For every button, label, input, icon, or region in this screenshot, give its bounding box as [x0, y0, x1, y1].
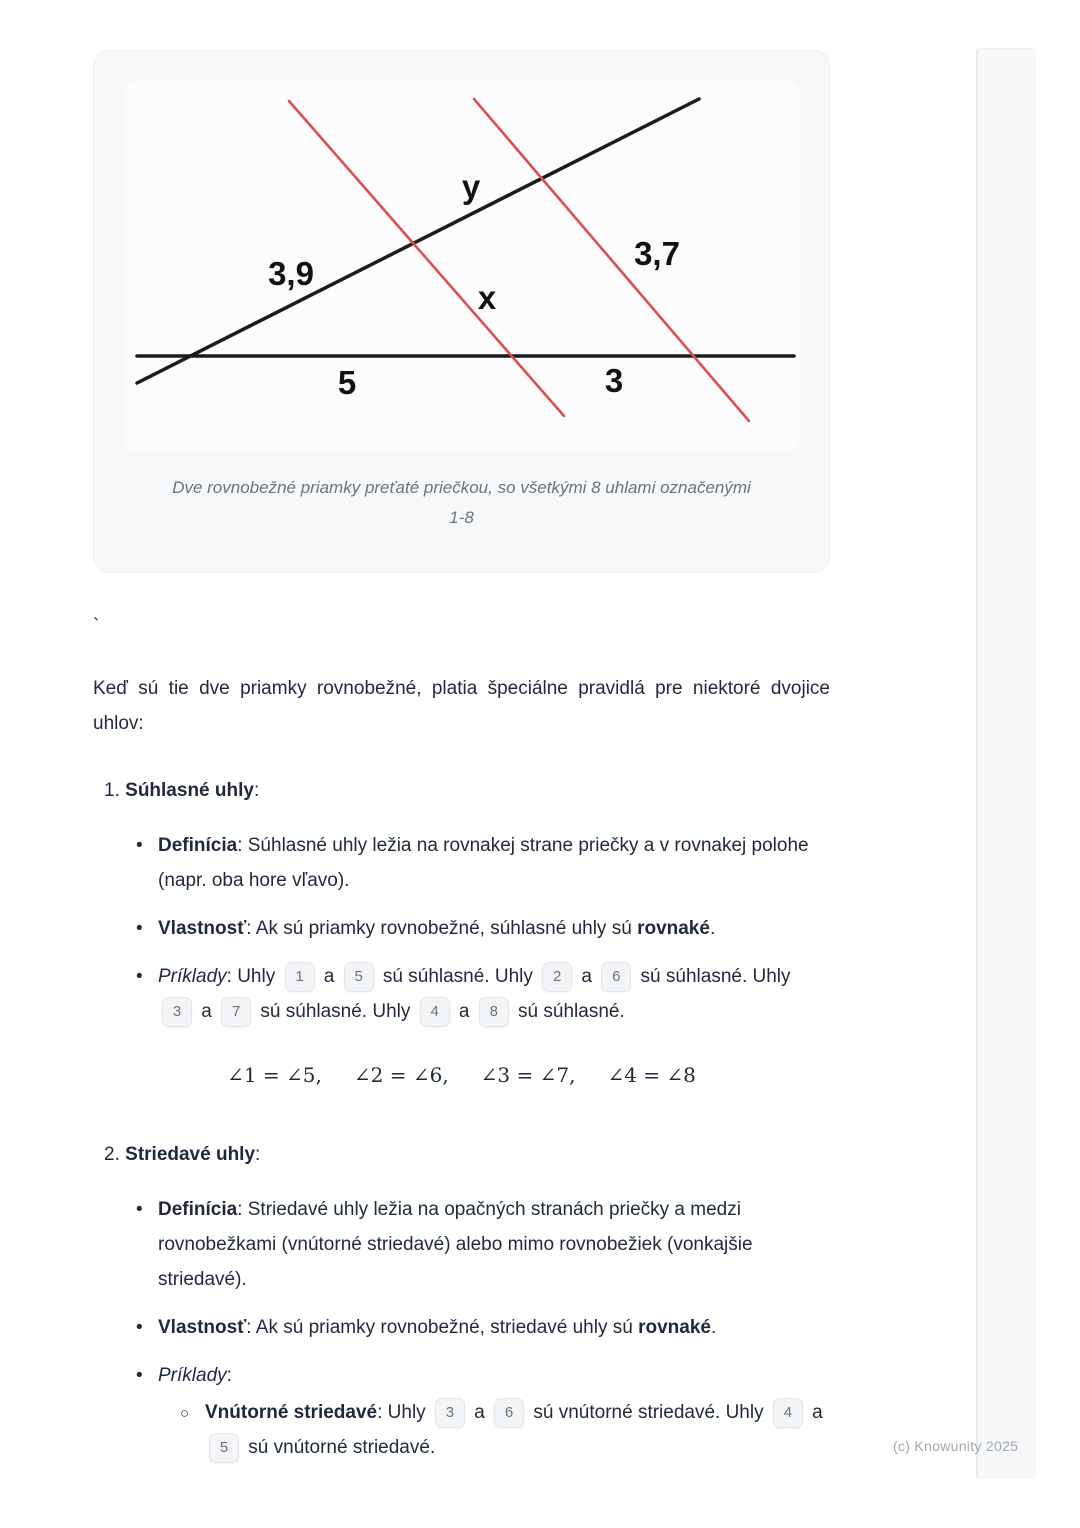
label-3: 3	[604, 362, 624, 399]
angle-number-chip: 7	[221, 997, 251, 1027]
intro-paragraph: Keď sú tie dve priamky rovnobežné, platia špeciálne pravidlá pre niektoré dvojice uhlov:	[93, 678, 830, 734]
section-1-title: Súhlasné uhly	[125, 780, 254, 801]
text-segment: Vnútorné striedavé	[205, 1402, 378, 1423]
stray-backtick: `	[93, 616, 100, 637]
priklady-sub-bullets	[158, 1395, 830, 1465]
text-segment: Príklady	[158, 966, 227, 987]
text-segment: sú vnútorné striedavé.	[243, 1437, 436, 1458]
geometry-diagram	[124, 81, 799, 451]
sub-bullet-circle: ○	[180, 1405, 190, 1422]
text-segment: a	[196, 1001, 218, 1022]
text-segment: sú súhlasné. Uhly	[635, 966, 791, 987]
angle-number-chip: 4	[773, 1398, 803, 1428]
bullet-priklady	[136, 1358, 830, 1465]
bullet-text	[158, 966, 791, 1022]
text-segment: a	[453, 1001, 475, 1022]
text-segment: Definícia	[158, 835, 238, 856]
section-2-number: 2.	[104, 1144, 120, 1165]
angle-number-chip: 5	[344, 962, 374, 992]
angle-number-chip: 1	[285, 962, 315, 992]
bullet-dot: •	[136, 966, 143, 987]
label-y: y	[461, 168, 481, 205]
text-segment: Definícia	[158, 1199, 238, 1220]
text-segment: : Uhly	[377, 1402, 431, 1423]
text-segment: : Ak sú priamky rovnobežné, súhlasné uhly sú	[246, 918, 638, 939]
bullet-text	[158, 1365, 232, 1386]
label-3-7: 3,7	[634, 235, 680, 272]
section-2-title: Striedavé uhly	[125, 1144, 256, 1165]
angle-number-chip: 3	[435, 1398, 465, 1428]
angle-number-chip: 5	[209, 1433, 239, 1463]
bullet-dot: •	[136, 835, 143, 856]
equation-4: ∠4 = ∠8	[607, 1063, 696, 1087]
angle-number-chip: 6	[494, 1398, 524, 1428]
bullet-dot: •	[136, 1365, 143, 1386]
bullet-dot: •	[136, 1317, 143, 1338]
bullet-text	[158, 918, 715, 939]
text-segment: Vlastnosť	[158, 1317, 247, 1338]
label-3-9: 3,9	[268, 255, 314, 292]
equation-1: ∠1 = ∠5,	[227, 1063, 322, 1087]
rules-list	[93, 773, 830, 1465]
text-segment: rovnaké	[637, 918, 710, 939]
figure-caption	[134, 473, 789, 533]
text-segment: .	[709, 918, 716, 939]
bullet-text	[158, 1199, 753, 1290]
bullet-priklady	[136, 959, 830, 1029]
scrollbar-track[interactable]	[976, 48, 1036, 1479]
text-segment: Vlastnosť	[158, 918, 247, 939]
equation-2: ∠2 = ∠6,	[353, 1063, 449, 1087]
bullet-vlastnost	[136, 911, 830, 946]
bullet-dot: •	[136, 918, 143, 939]
document-content	[93, 0, 830, 1478]
section-1-heading	[93, 773, 830, 808]
figure-caption-line2: 1-8	[449, 508, 474, 527]
bullet-vlastnost	[136, 1310, 830, 1345]
text-segment: :	[226, 1365, 232, 1386]
text-segment: sú vnútorné striedavé. Uhly	[528, 1402, 769, 1423]
angle-number-chip: 8	[479, 997, 509, 1027]
text-segment: : Uhly	[226, 966, 281, 987]
angle-number-chip: 4	[420, 997, 450, 1027]
sub-bullet-text	[205, 1402, 823, 1458]
bullet-text	[158, 1317, 716, 1338]
section-1-number: 1.	[104, 780, 120, 801]
angle-number-chip: 6	[601, 962, 631, 992]
figure-caption-line1: Dve rovnobežné priamky preťaté priečkou, so všetkými 8 uhlami označenými	[172, 478, 751, 497]
text-segment: sú súhlasné. Uhly	[255, 1001, 416, 1022]
copyright-watermark: (c) Knowunity 2025	[893, 1438, 1019, 1454]
parallel-lines-figure-svg	[124, 81, 799, 451]
text-segment: .	[710, 1317, 717, 1338]
section-striedave-uhly	[93, 1137, 830, 1465]
figure-card	[93, 50, 830, 573]
section-1-colon: :	[253, 780, 260, 801]
sub-bullet-vnutorne-striedave	[180, 1395, 830, 1465]
text-segment: rovnaké	[638, 1317, 711, 1338]
bullet-dot: •	[136, 1199, 143, 1220]
text-segment: : Súhlasné uhly ležia na rovnakej strane priečky a v rovnakej polohe (napr. oba hore vľavo).	[158, 835, 809, 891]
bullet-definicia	[136, 828, 830, 898]
text-segment: a	[806, 1402, 823, 1423]
black-transversal-line	[137, 99, 699, 383]
bullet-definicia	[136, 1192, 830, 1297]
section-2-colon: :	[255, 1144, 261, 1165]
angle-number-chip: 2	[542, 962, 572, 992]
red-parallel-line-1	[289, 101, 564, 416]
section-2-bullets	[93, 1192, 830, 1465]
angle-number-chip: 3	[162, 997, 192, 1027]
equation-3: ∠3 = ∠7,	[480, 1063, 576, 1087]
bullet-text	[158, 835, 809, 891]
label-5: 5	[337, 364, 357, 401]
label-x: x	[477, 279, 497, 316]
text-segment: sú súhlasné. Uhly	[377, 966, 539, 987]
section-2-heading	[93, 1137, 830, 1172]
text-segment: a	[318, 966, 340, 987]
text-segment: Príklady	[158, 1365, 227, 1386]
section-1-bullets	[93, 828, 830, 1029]
section-suhlasne-uhly	[93, 773, 830, 1087]
text-segment: a	[468, 1402, 491, 1423]
text-segment: a	[576, 966, 598, 987]
text-segment: : Striedavé uhly ležia na opačných stranách priečky a medzi rovnobežkami (vnútorné striedavé) alebo mimo rovnobežiek (vonkajšie striedavé).	[158, 1199, 753, 1290]
angle-equations	[93, 1063, 830, 1087]
text-segment: sú súhlasné.	[512, 1001, 625, 1022]
text-segment: : Ak sú priamky rovnobežné, striedavé uhly sú	[246, 1317, 639, 1338]
